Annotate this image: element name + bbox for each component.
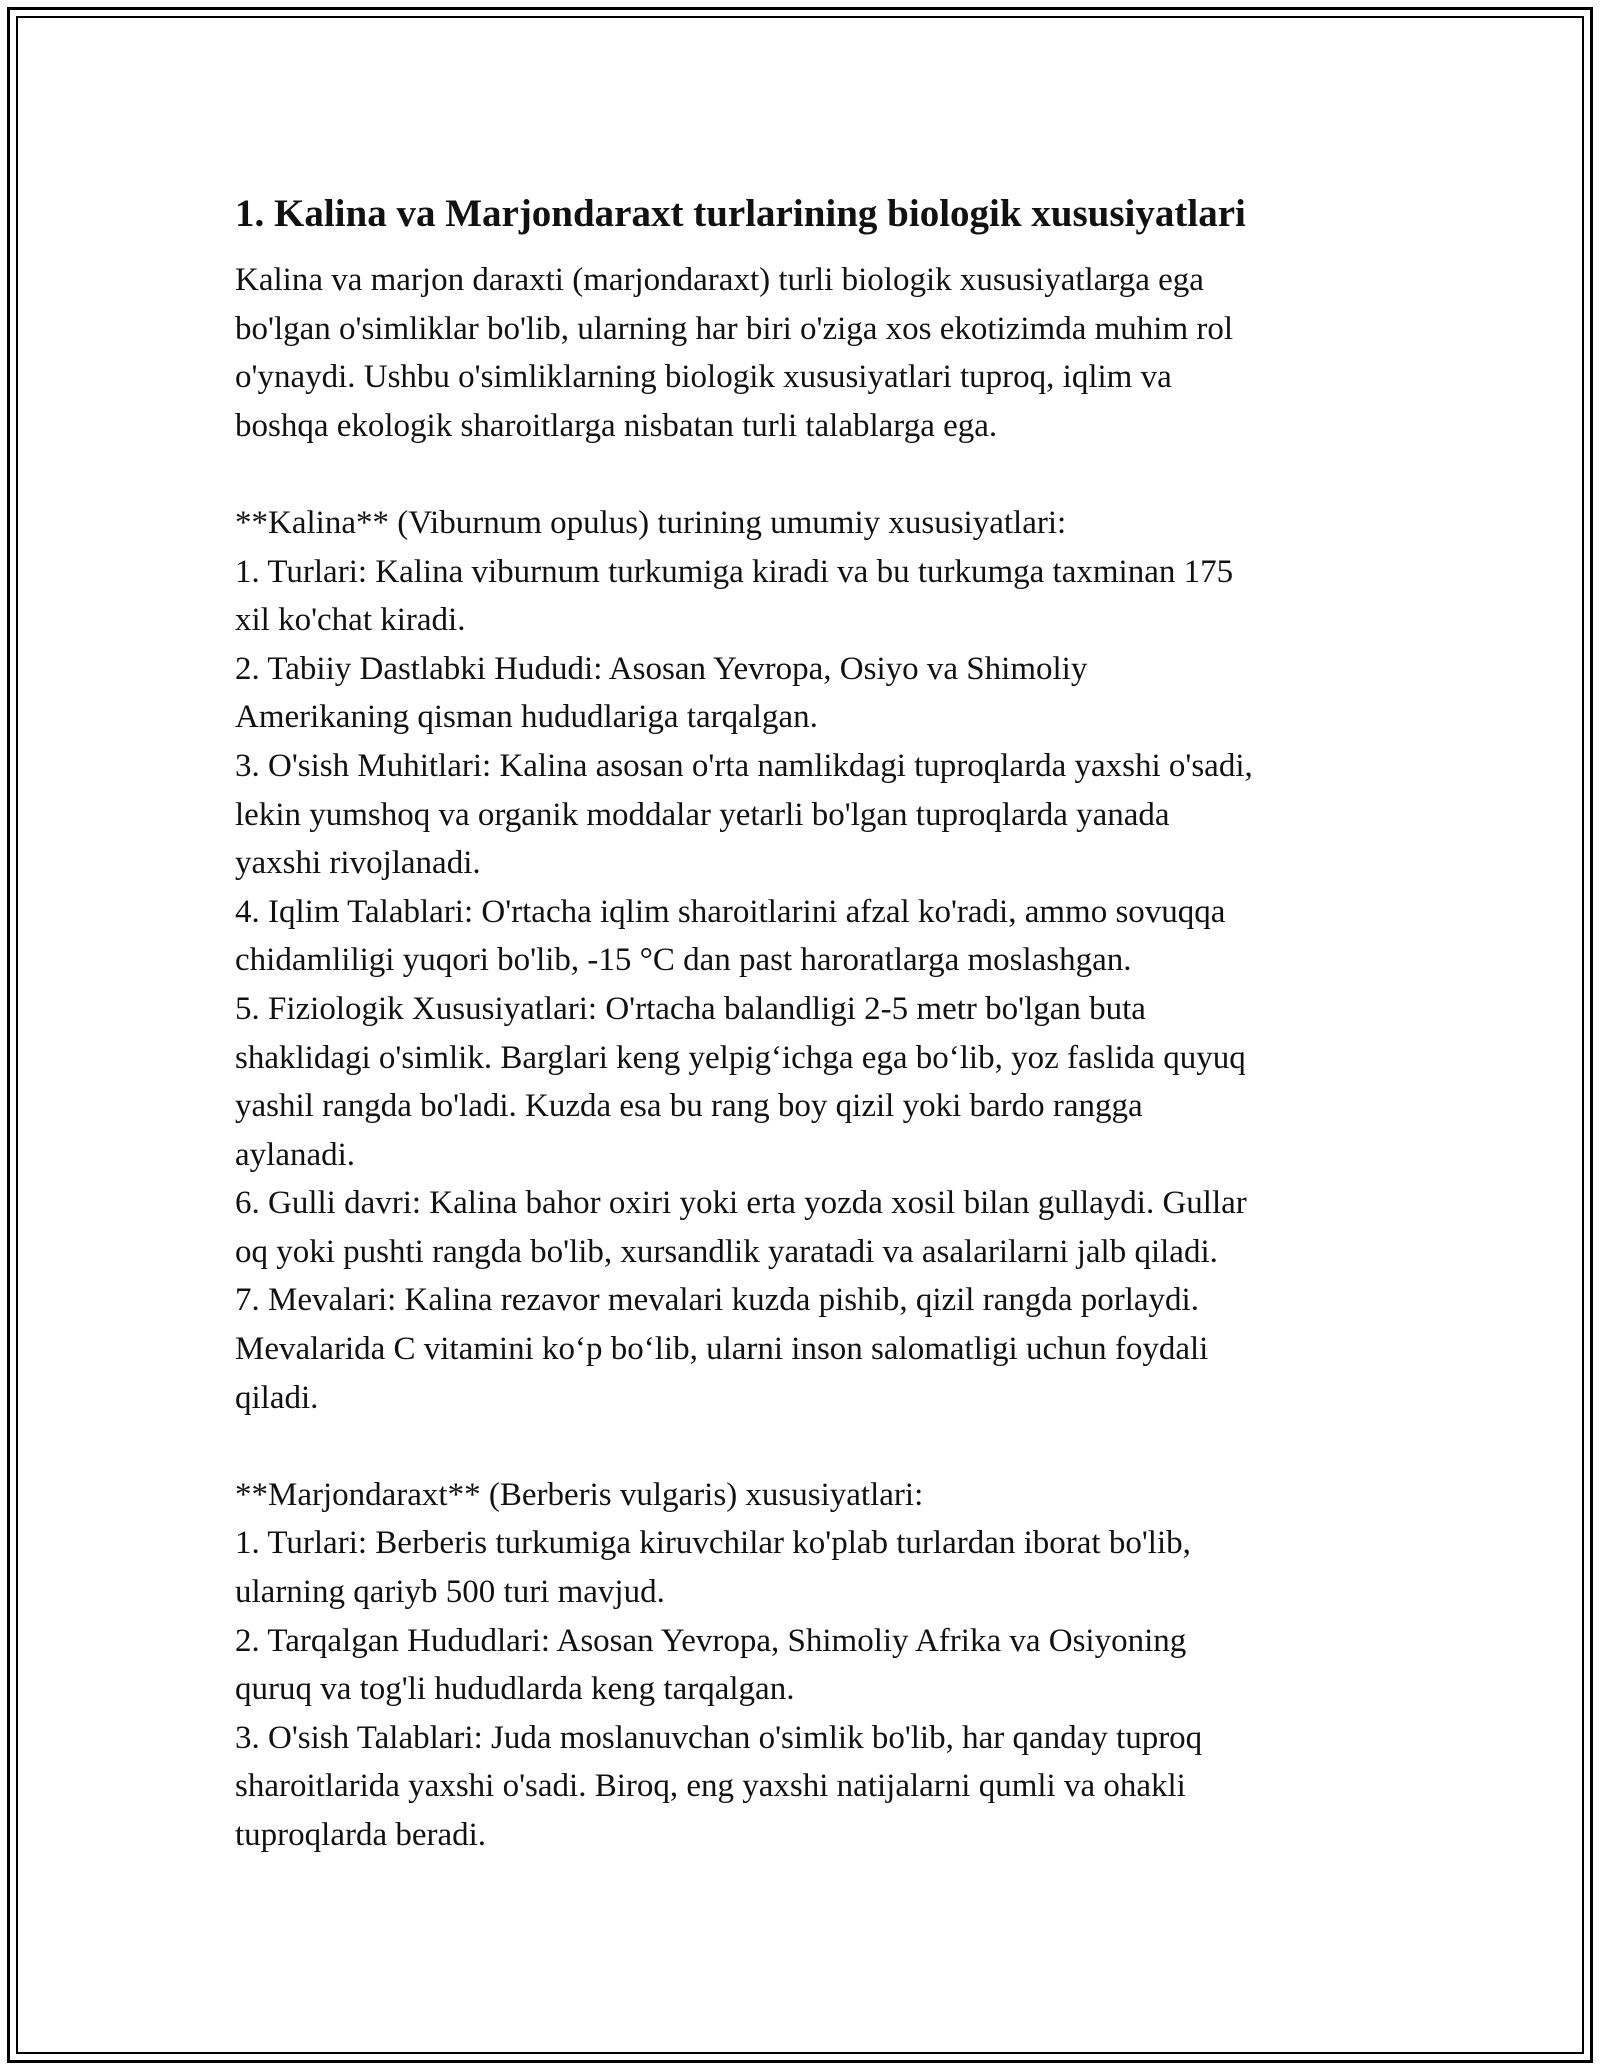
text-line: aylanadi. bbox=[235, 1136, 356, 1173]
text-line: 1. Turlari: Berberis turkumiga kiruvchilar ko'plab turlardan iborat bo'lib, bbox=[235, 1525, 1191, 1562]
text-line: 1. Turlari: Kalina viburnum turkumiga kiradi va bu turkumga taxminan 175 bbox=[235, 553, 1234, 590]
text-line: yaxshi rivojlanadi. bbox=[235, 845, 481, 882]
text-line: Mevalarida C vitamini ko‘p bo‘lib, ularni inson salomatligi uchun foydali bbox=[235, 1331, 1209, 1368]
text-line: qiladi. bbox=[235, 1379, 319, 1416]
text-line: 4. Iqlim Talablari: O'rtacha iqlim sharoitlarini afzal ko'radi, ammo sovuqqa bbox=[235, 893, 1226, 930]
text-line: sharoitlarida yaxshi o'sadi. Biroq, eng yaxshi natijalarni qumli va ohakli bbox=[235, 1768, 1186, 1805]
text-line: 2. Tarqalgan Hududlari: Asosan Yevropa, Shimoliy Afrika va Osiyoning bbox=[235, 1622, 1187, 1659]
text-line: bo'lgan o'simliklar bo'lib, ularning har biri o'ziga xos ekotizimda muhim rol bbox=[235, 310, 1234, 347]
text-line: xil ko'chat kiradi. bbox=[235, 602, 466, 639]
text-line: 7. Mevalari: Kalina rezavor mevalari kuzda pishib, qizil rangda porlaydi. bbox=[235, 1282, 1199, 1319]
text-line: quruq va tog'li hududlarda keng tarqalgan. bbox=[235, 1671, 795, 1708]
marjondaraxt-heading: **Marjondaraxt** (Berberis vulgaris) xususiyatlari: bbox=[235, 1476, 924, 1513]
text-line: Amerikaning qisman hududlariga tarqalgan. bbox=[235, 699, 818, 736]
document-body bbox=[235, 186, 1385, 1860]
text-line: boshqa ekologik sharoitlarga nisbatan turli talablarga ega. bbox=[235, 407, 998, 444]
paragraph-spacer bbox=[235, 1422, 1385, 1471]
text-line: chidamliligi yuqori bo'lib, -15 °C dan past haroratlarga moslashgan. bbox=[235, 942, 1132, 979]
text-line: lekin yumshoq va organik moddalar yetarli bo'lgan tuproqlarda yanada bbox=[235, 796, 1170, 833]
kalina-heading: **Kalina** (Viburnum opulus) turining umumiy xususiyatlari: bbox=[235, 504, 1067, 541]
marjondaraxt-section bbox=[235, 1471, 1385, 1860]
text-line: yashil rangda bo'ladi. Kuzda esa bu rang boy qizil yoki bardo rangga bbox=[235, 1088, 1143, 1125]
text-line: oq yoki pushti rangda bo'lib, xursandlik yaratadi va asalarilarni jalb qiladi. bbox=[235, 1233, 1218, 1270]
text-line: o'ynaydi. Ushbu o'simliklarning biologik xususiyatlari tuproq, iqlim va bbox=[235, 359, 1172, 396]
kalina-section bbox=[235, 499, 1385, 1422]
text-line: shaklidagi o'simlik. Barglari keng yelpig‘ichga ega bo‘lib, yoz faslida quyuq bbox=[235, 1039, 1246, 1076]
text-line: 6. Gulli davri: Kalina bahor oxiri yoki erta yozda xosil bilan gullaydi. Gullar bbox=[235, 1185, 1247, 1222]
text-line: ularning qariyb 500 turi mavjud. bbox=[235, 1574, 665, 1611]
intro-paragraph bbox=[235, 256, 1385, 450]
text-line: Kalina va marjon daraxti (marjondaraxt) turli biologik xususiyatlarga ega bbox=[235, 262, 1204, 298]
paragraph-spacer bbox=[235, 450, 1385, 499]
text-line: 2. Tabiiy Dastlabki Hududi: Asosan Yevropa, Osiyo va Shimoliy bbox=[235, 650, 1088, 687]
text-line: 3. O'sish Talablari: Juda moslanuvchan o'simlik bo'lib, har qanday tuproq bbox=[235, 1719, 1203, 1756]
text-line: 5. Fiziologik Xususiyatlari: O'rtacha balandligi 2-5 metr bo'lgan buta bbox=[235, 990, 1146, 1027]
text-line: 3. O'sish Muhitlari: Kalina asosan o'rta namlikdagi tuproqlarda yaxshi o'sadi, bbox=[235, 747, 1253, 784]
text-line: tuproqlarda beradi. bbox=[235, 1817, 487, 1853]
document-title: 1. Kalina va Marjondaraxt turlarining biologik xususiyatlari bbox=[235, 192, 1246, 235]
